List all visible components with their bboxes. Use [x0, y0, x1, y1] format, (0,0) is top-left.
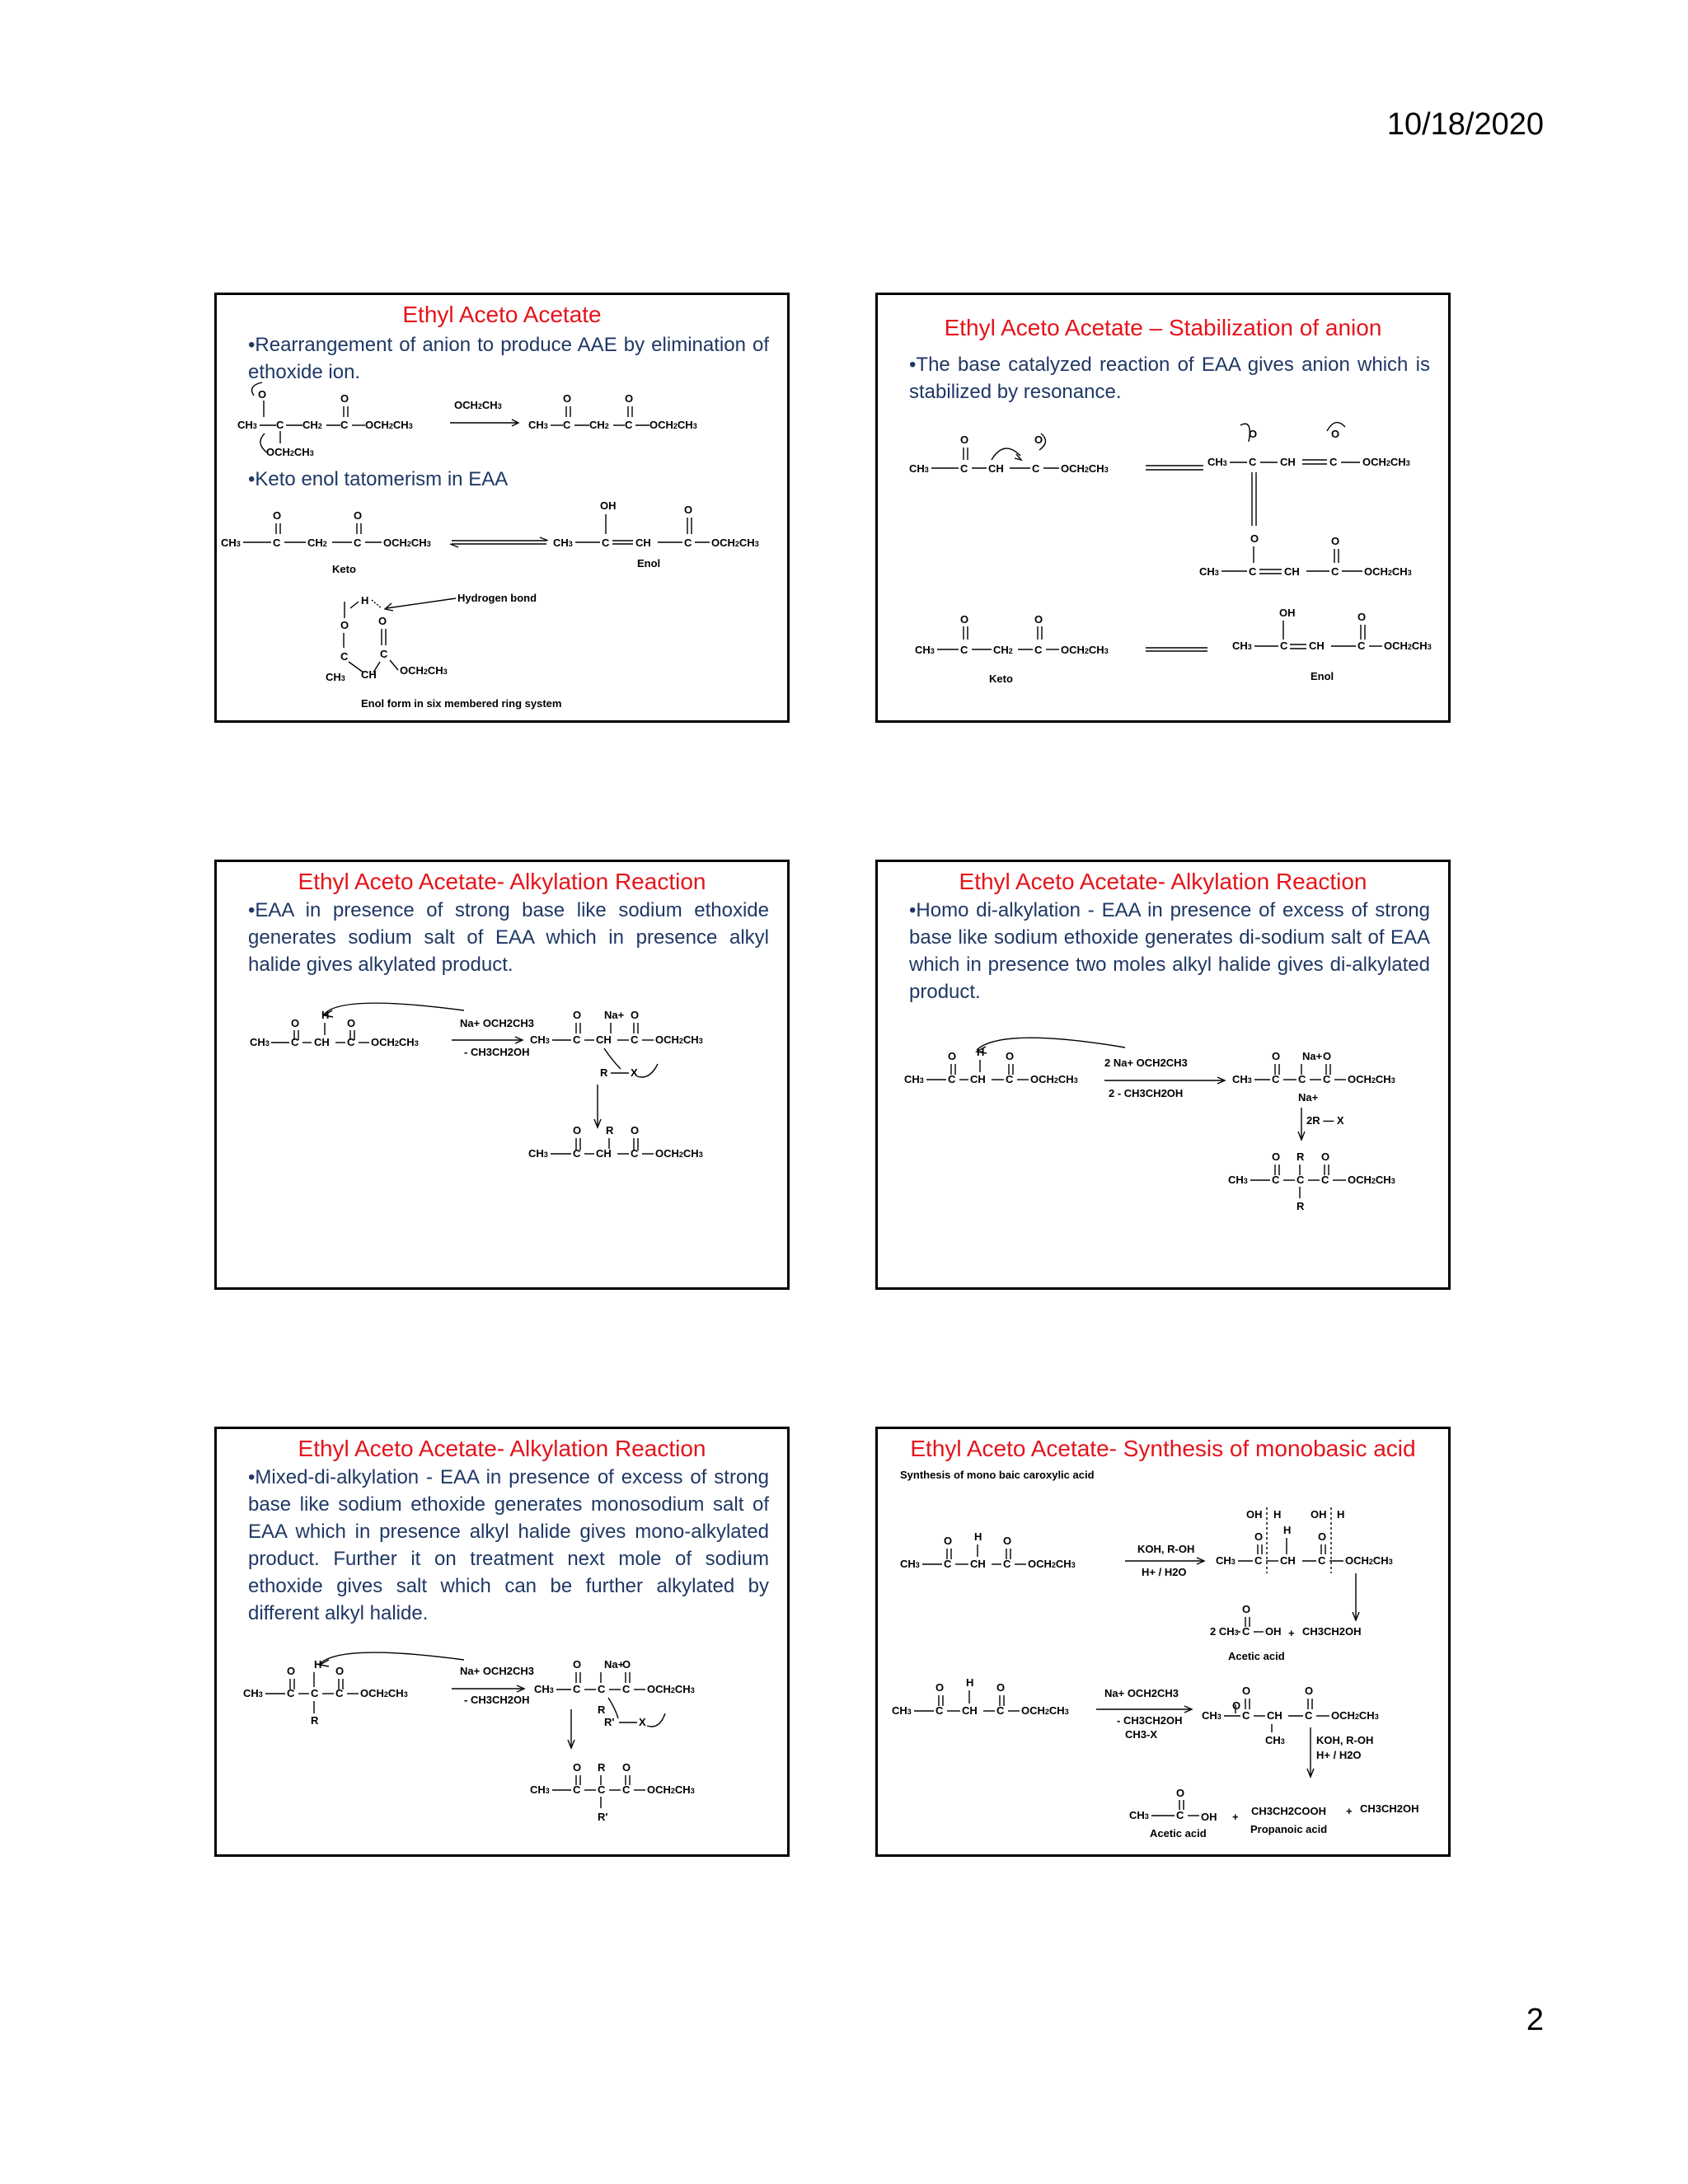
svg-text:OCH2CH3: OCH2CH3 [360, 1687, 408, 1699]
svg-text:CH: CH [314, 1036, 330, 1048]
acetic-label: Acetic acid [1228, 1650, 1285, 1662]
svg-text:OCH2CH3: OCH2CH3 [1345, 1554, 1393, 1567]
svg-text:C: C [1298, 1073, 1306, 1085]
monobasic-acid-diagram [878, 1429, 1448, 1854]
svg-text:O: O [1034, 434, 1043, 446]
svg-text:OCH2CH3: OCH2CH3 [1364, 565, 1412, 578]
svg-text:CH: CH [970, 1558, 986, 1570]
svg-text:X: X [639, 1716, 646, 1728]
svg-text:C: C [311, 1687, 319, 1699]
svg-text:Na+: Na+ [604, 1658, 625, 1671]
svg-text:CH3: CH3 [1232, 1073, 1252, 1085]
svg-text:C: C [354, 537, 362, 549]
svg-text:C: C [1318, 1554, 1326, 1567]
svg-text:CH: CH [1280, 456, 1296, 468]
mixed-dialkylation-diagram [217, 1429, 787, 1854]
svg-text:CH: CH [596, 1033, 612, 1046]
svg-text:O: O [1323, 1050, 1332, 1062]
svg-text:R: R [311, 1714, 319, 1727]
svg-text:O: O [1006, 1050, 1015, 1062]
svg-text:O: O [573, 1658, 582, 1671]
svg-text:CH: CH [635, 537, 651, 549]
svg-text:O: O [354, 509, 363, 522]
svg-text:O: O [1272, 1050, 1281, 1062]
svg-text:O: O [935, 1681, 945, 1694]
svg-text:OCH2CH3: OCH2CH3 [1348, 1174, 1395, 1186]
slide-1 [214, 293, 790, 723]
svg-text:O: O [1176, 1787, 1185, 1799]
keto-label: Keto [332, 563, 356, 575]
ring-caption: Enol form in six membered ring system [361, 697, 562, 710]
dialkylation-diagram [878, 862, 1448, 1287]
svg-text:CH3: CH3 [221, 537, 241, 549]
svg-text:O: O [1249, 428, 1258, 440]
slide-bullet: •EAA in presence of strong base like sodium ethoxide generates sodium salt of EAA which in presence alkyl halide gives alkylated product. [248, 899, 769, 976]
svg-text:CH3: CH3 [915, 644, 935, 656]
subtitle-label: Synthesis of mono baic caroxylic acid [900, 1469, 1095, 1481]
svg-text:O: O [573, 1009, 582, 1021]
svg-text:C: C [573, 1683, 581, 1695]
koh-label: KOH, R-OH [1137, 1543, 1195, 1555]
svg-text:CH3: CH3 [904, 1073, 924, 1085]
svg-text:O: O [335, 1665, 345, 1677]
svg-text:R: R [606, 1124, 614, 1137]
svg-text:OCH2CH3: OCH2CH3 [649, 419, 697, 431]
svg-text:O: O [291, 1017, 300, 1029]
svg-text:CH3: CH3 [909, 462, 929, 475]
svg-text:OCH2CH3: OCH2CH3 [647, 1783, 695, 1796]
svg-text:H: H [966, 1676, 974, 1689]
svg-text:O: O [1331, 428, 1340, 440]
svg-text:CH: CH [1267, 1709, 1282, 1722]
alkyl-label: 2R — X [1306, 1114, 1344, 1127]
svg-text:OCH2CH3: OCH2CH3 [1061, 462, 1109, 475]
svg-text:OH: OH [1246, 1508, 1263, 1521]
svg-text:C: C [573, 1033, 581, 1046]
svg-text:CH3: CH3 [534, 1683, 554, 1695]
svg-text:O: O [1003, 1535, 1012, 1547]
svg-text:+: + [1232, 1811, 1239, 1823]
svg-text:O: O [258, 388, 267, 401]
svg-text:OCH2CH3: OCH2CH3 [454, 399, 502, 411]
svg-text:O: O [573, 1124, 582, 1137]
keto-label: Keto [989, 673, 1013, 685]
reagent-label: Na+ OCH2CH3 [460, 1017, 534, 1029]
svg-text:R': R' [604, 1716, 615, 1728]
slide-5 [214, 1427, 790, 1857]
svg-text:CH3: CH3 [1265, 1734, 1285, 1746]
svg-text:OCH2CH3: OCH2CH3 [1362, 456, 1410, 468]
slide-bullet: •Mixed-di-alkylation - EAA in presence of excess of strong base like sodium ethoxide generates monosodium salt of EAA which in presence alkyl halide gives mono-alkylated product. Further it on treatment next mole of sodium ethoxide gives salt which can be further alkylated by different alkyl halide. [248, 1466, 769, 1624]
hbond-label: Hydrogen bond [457, 592, 537, 604]
svg-text:C: C [1242, 1709, 1250, 1722]
svg-text:C: C [996, 1704, 1005, 1717]
svg-text:C: C [602, 537, 610, 549]
svg-text:O: O [1318, 1530, 1327, 1543]
svg-text:C: C [291, 1036, 299, 1048]
byproduct-label: - CH3CH2OH [464, 1694, 530, 1706]
svg-text:O: O [1331, 535, 1340, 547]
svg-text:OCH2CH3: OCH2CH3 [655, 1147, 703, 1160]
svg-text:CH: CH [1309, 640, 1325, 652]
svg-text:O: O [960, 434, 969, 446]
svg-text:O: O [684, 504, 693, 516]
svg-text:OCH2CH3: OCH2CH3 [365, 419, 413, 431]
svg-text:R': R' [598, 1811, 608, 1823]
slide-bullet: •Homo di-alkylation - EAA in presence of excess of strong base like sodium ethoxide generates di-sodium salt of EAA which in presence two moles alkyl halide gives di-alkylated product. [909, 899, 1430, 1003]
svg-text:OCH2CH3: OCH2CH3 [1021, 1704, 1069, 1717]
svg-text:C: C [563, 419, 571, 431]
svg-text:O: O [1242, 1685, 1251, 1697]
svg-text:O: O [273, 509, 282, 522]
slide-title: Ethyl Aceto Acetate- Alkylation Reaction [959, 869, 1367, 894]
svg-text:C: C [1296, 1174, 1305, 1186]
svg-text:CH2: CH2 [302, 419, 322, 431]
svg-text:C: C [340, 650, 349, 663]
svg-text:CH3: CH3 [1228, 1174, 1248, 1186]
svg-text:C: C [1305, 1709, 1313, 1722]
svg-text:O: O [340, 392, 349, 405]
acid-label: H+ / H2O [1142, 1566, 1187, 1578]
slide-2 [875, 293, 1451, 723]
svg-text:CH: CH [988, 462, 1004, 475]
svg-text:C: C [622, 1683, 631, 1695]
svg-text:O: O [340, 619, 349, 631]
ethanol-label: CH3CH2OH [1302, 1625, 1362, 1638]
svg-text:H: H [1283, 1524, 1292, 1536]
acid-label-2: H+ / H2O [1316, 1749, 1362, 1761]
svg-text:CH2: CH2 [589, 419, 609, 431]
svg-text:CH3: CH3 [553, 537, 573, 549]
svg-text:O: O [1357, 611, 1367, 623]
svg-text:C: C [380, 648, 388, 660]
svg-text:C: C [573, 1147, 581, 1160]
svg-text:CH3: CH3 [1232, 640, 1252, 652]
svg-text:C: C [1249, 456, 1257, 468]
svg-text:CH3: CH3 [326, 671, 345, 683]
svg-text:C: C [625, 419, 633, 431]
svg-text:Na+: Na+ [1302, 1050, 1323, 1062]
svg-text:OCH2CH3: OCH2CH3 [1384, 640, 1432, 652]
svg-text:OH: OH [1279, 607, 1296, 619]
slide-title: Ethyl Aceto Acetate- Alkylation Reaction [298, 1436, 706, 1461]
svg-text:C: C [948, 1073, 956, 1085]
svg-text:O: O [573, 1761, 582, 1774]
reaction-diagram [217, 295, 787, 720]
svg-text:OCH2CH3: OCH2CH3 [400, 664, 448, 677]
svg-text:C: C [1242, 1625, 1250, 1638]
svg-text:OCH2CH3: OCH2CH3 [655, 1033, 703, 1046]
svg-text:Na+: Na+ [1298, 1091, 1319, 1104]
svg-text:C: C [1249, 565, 1257, 578]
svg-text:OH: OH [1311, 1508, 1327, 1521]
svg-text:OCH2CH3: OCH2CH3 [1061, 644, 1109, 656]
svg-text:OCH2CH3: OCH2CH3 [371, 1036, 419, 1048]
svg-text:C: C [1032, 462, 1040, 475]
svg-text:O: O [1272, 1151, 1281, 1163]
svg-text:O: O [1250, 532, 1259, 545]
svg-text:O: O [625, 392, 634, 405]
propanoic-label: Propanoic acid [1250, 1823, 1328, 1835]
svg-text:X: X [631, 1066, 638, 1079]
svg-text:C: C [960, 644, 968, 656]
svg-text:H: H [977, 1046, 985, 1058]
svg-text:Na+: Na+ [604, 1009, 625, 1021]
svg-text:C: C [347, 1036, 355, 1048]
svg-text:OCH2CH3: OCH2CH3 [711, 537, 759, 549]
slide-bullet: •The base catalyzed reaction of EAA gives anion which is stabilized by resonance. [909, 354, 1430, 403]
svg-text:CH2: CH2 [993, 644, 1013, 656]
svg-text:CH3: CH3 [1199, 565, 1219, 578]
page-number: 2 [1526, 2003, 1544, 2037]
svg-text:O: O [1242, 1603, 1251, 1615]
svg-text:R: R [1296, 1200, 1305, 1212]
svg-text:R: R [598, 1761, 606, 1774]
svg-text:CH3: CH3 [243, 1687, 263, 1699]
svg-text:C: C [1176, 1809, 1184, 1821]
slide-4 [875, 860, 1451, 1290]
svg-text:C: C [335, 1687, 344, 1699]
svg-text:C: C [273, 537, 281, 549]
svg-text:CH: CH [361, 668, 377, 681]
svg-text:C: C [340, 419, 349, 431]
svg-text:C: C [1006, 1073, 1014, 1085]
svg-text:CH3: CH3 [530, 1033, 550, 1046]
svg-text:H: H [1337, 1508, 1345, 1521]
svg-text:O: O [631, 1124, 640, 1137]
svg-text:CH3: CH3 [1129, 1809, 1149, 1821]
svg-text:2 CH3: 2 CH3 [1210, 1625, 1239, 1638]
svg-text:CH3: CH3 [530, 1783, 550, 1796]
svg-text:CH: CH [970, 1073, 986, 1085]
slide-6 [875, 1427, 1451, 1857]
svg-text:C: C [276, 419, 284, 431]
svg-text:C: C [1331, 565, 1339, 578]
enol-label: Enol [1311, 670, 1334, 682]
svg-text:C: C [622, 1783, 631, 1796]
svg-text:H: H [321, 1009, 330, 1021]
svg-text:C: C [1321, 1174, 1329, 1186]
svg-text:C: C [935, 1704, 944, 1717]
svg-text:O: O [944, 1535, 953, 1547]
reagent-label: Na+ OCH2CH3 [460, 1665, 534, 1677]
svg-text:O: O [1305, 1685, 1314, 1697]
svg-text:OH: OH [1201, 1811, 1217, 1823]
resonance-diagram [878, 295, 1448, 720]
byproduct-label: - CH3CH2OH [1117, 1714, 1183, 1727]
svg-text:C: C [1280, 640, 1288, 652]
svg-text:C: C [631, 1147, 639, 1160]
slide-title: Ethyl Aceto Acetate- Synthesis of monobasic acid [910, 1436, 1416, 1461]
svg-text:OCH2CH3: OCH2CH3 [1028, 1558, 1076, 1570]
svg-text:C: C [1357, 640, 1366, 652]
ethanol-label-2: CH3CH2OH [1360, 1802, 1419, 1815]
svg-text:R: R [1296, 1151, 1305, 1163]
slide-bullet: •Keto enol tatomerism in EAA [248, 468, 509, 490]
svg-text:C: C [287, 1687, 295, 1699]
svg-text:C: C [573, 1783, 581, 1796]
svg-text:+: + [1288, 1627, 1295, 1639]
reagent-label: 2 Na+ OCH2CH3 [1104, 1057, 1188, 1069]
slide-title: Ethyl Aceto Acetate- Alkylation Reaction [298, 869, 706, 894]
svg-text:H: H [314, 1658, 322, 1671]
svg-text:OCH2CH3: OCH2CH3 [1331, 1709, 1379, 1722]
svg-text:R: R [600, 1066, 608, 1079]
alkylation-diagram [217, 862, 787, 1287]
enol-label: Enol [637, 557, 661, 569]
svg-text:C: C [1329, 456, 1338, 468]
slide-bullet: •Rearrangement of anion to produce AAE by elimination of ethoxide ion. [248, 334, 769, 383]
svg-text:O: O [622, 1658, 631, 1671]
svg-text:O: O [1321, 1151, 1330, 1163]
svg-text:R: R [598, 1704, 606, 1716]
svg-text:C: C [1272, 1174, 1280, 1186]
svg-text:O: O [622, 1761, 631, 1774]
svg-text:H: H [974, 1530, 982, 1543]
svg-text:OCH2CH3: OCH2CH3 [383, 537, 431, 549]
svg-text:+: + [1346, 1805, 1353, 1817]
svg-text:CH: CH [596, 1147, 612, 1160]
svg-text:C: C [1272, 1073, 1280, 1085]
svg-text:OH: OH [1265, 1625, 1282, 1638]
svg-text:CH3: CH3 [237, 419, 257, 431]
svg-text:O: O [378, 615, 387, 627]
svg-text:O: O [347, 1017, 356, 1029]
svg-text:CH3: CH3 [528, 1147, 548, 1160]
svg-text:O: O [948, 1050, 957, 1062]
svg-text:CH3: CH3 [892, 1704, 912, 1717]
svg-text:CH3: CH3 [900, 1558, 920, 1570]
svg-text:CH2: CH2 [307, 537, 327, 549]
svg-text:O: O [1254, 1530, 1264, 1543]
svg-text:CH: CH [1284, 565, 1300, 578]
svg-text:C: C [684, 537, 692, 549]
svg-text:O: O [563, 392, 572, 405]
svg-text:OCH2CH3: OCH2CH3 [1348, 1073, 1395, 1085]
svg-text:C: C [631, 1033, 639, 1046]
svg-text:H: H [1273, 1508, 1282, 1521]
koh-label-2: KOH, R-OH [1316, 1734, 1374, 1746]
svg-text:C: C [1254, 1554, 1263, 1567]
svg-text:C: C [1003, 1558, 1011, 1570]
svg-text:CH: CH [962, 1704, 978, 1717]
svg-text:CH3: CH3 [1207, 456, 1227, 468]
svg-text:O: O [1232, 1699, 1241, 1712]
svg-text:C: C [960, 462, 968, 475]
reagent-label: Na+ OCH2CH3 [1104, 1687, 1179, 1699]
acetic-label-2: Acetic acid [1150, 1827, 1207, 1840]
svg-text:OCH2CH3: OCH2CH3 [647, 1683, 695, 1695]
svg-text:C: C [598, 1683, 606, 1695]
svg-text:O: O [1034, 613, 1043, 626]
svg-text:C: C [598, 1783, 606, 1796]
svg-text:C: C [1323, 1073, 1331, 1085]
svg-text:C: C [1034, 644, 1043, 656]
byproduct-label: 2 - CH3CH2OH [1109, 1087, 1184, 1099]
svg-text:H: H [361, 594, 369, 607]
svg-text:O: O [996, 1681, 1006, 1694]
svg-text:CH3: CH3 [250, 1036, 270, 1048]
svg-text:O: O [960, 613, 969, 626]
svg-text:C: C [944, 1558, 952, 1570]
svg-text:OCH2CH3: OCH2CH3 [266, 446, 314, 458]
slide-title: Ethyl Aceto Acetate – Stabilization of anion [944, 315, 1382, 340]
svg-text:CH3: CH3 [528, 419, 548, 431]
svg-text:O: O [631, 1009, 640, 1021]
svg-text:CH: CH [1280, 1554, 1296, 1567]
svg-text:O: O [287, 1665, 296, 1677]
slide-3 [214, 860, 790, 1290]
ch3x-label: CH3-X [1125, 1728, 1158, 1741]
slide-title: Ethyl Aceto Acetate [402, 302, 602, 327]
svg-text:CH3: CH3 [1216, 1554, 1236, 1567]
svg-text:CH3: CH3 [1202, 1709, 1221, 1722]
svg-text:OH: OH [600, 499, 617, 512]
page-date: 10/18/2020 [1386, 107, 1544, 142]
propanoic-formula: CH3CH2COOH [1251, 1805, 1327, 1817]
svg-text:OCH2CH3: OCH2CH3 [1030, 1073, 1078, 1085]
byproduct-label: - CH3CH2OH [464, 1046, 530, 1058]
